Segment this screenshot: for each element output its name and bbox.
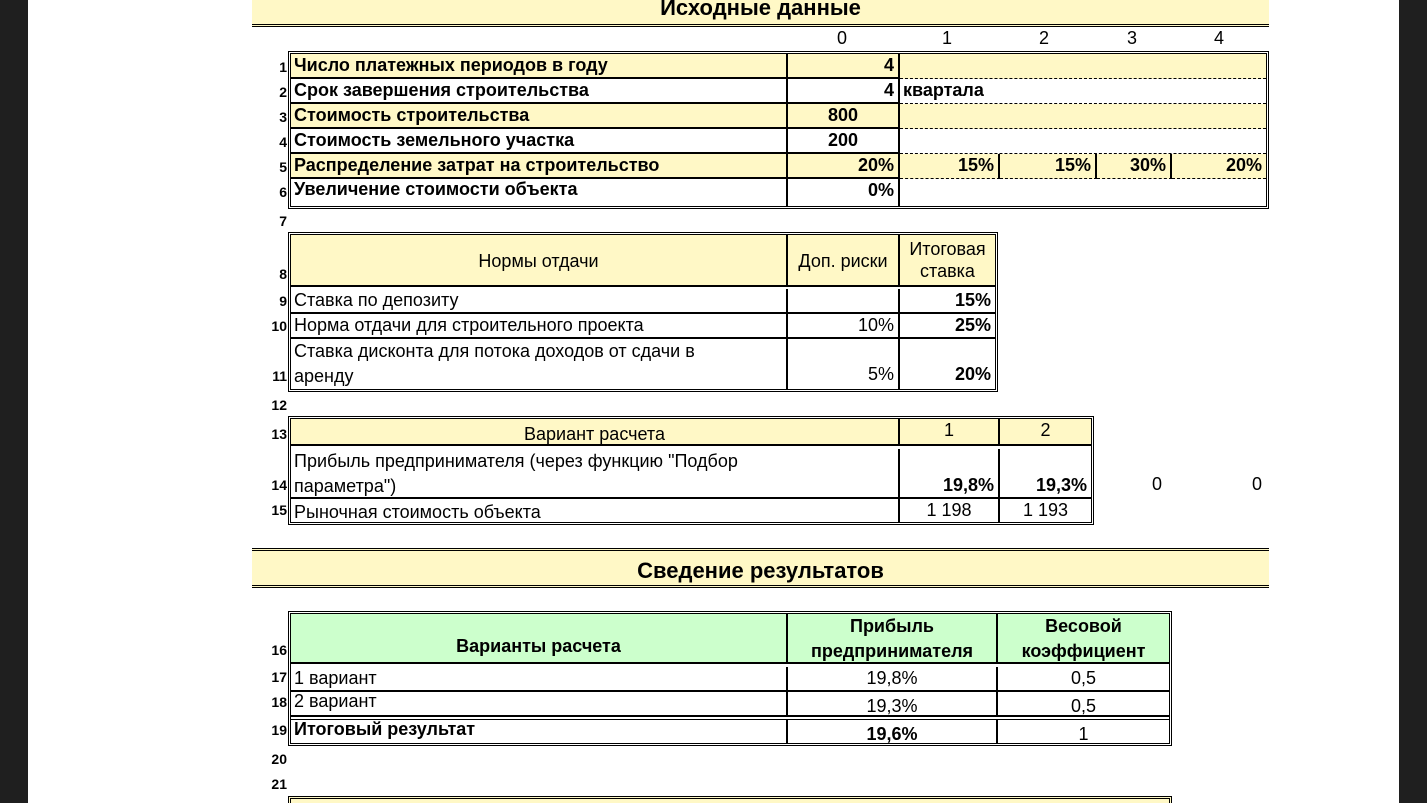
row-number: 21 (271, 776, 287, 792)
result-total-label[interactable]: Итоговый результат (291, 719, 788, 743)
empty-cell[interactable] (900, 54, 1266, 79)
rate-total[interactable]: 20% (954, 364, 991, 384)
row-label[interactable]: Увеличение стоимости объекта (291, 179, 788, 206)
variant-label[interactable] (291, 449, 900, 499)
header-line: Весовой (1045, 616, 1122, 636)
rate-label[interactable]: Норма отдачи для строительного проекта (291, 314, 788, 339)
row-number: 11 (272, 368, 287, 384)
results-header-label[interactable]: Варианты расчета (291, 614, 788, 664)
header-line: коэффициент (1021, 641, 1146, 661)
row-number: 14 (271, 477, 287, 493)
row-number: 4 (279, 134, 287, 150)
row-label[interactable]: Число платежных периодов в году (291, 54, 788, 79)
variants-header-label[interactable]: Вариант расчета (291, 419, 900, 446)
results-header-profit[interactable] (788, 614, 998, 664)
results-header-weight[interactable] (998, 614, 1169, 664)
row-value[interactable]: 4 (788, 79, 900, 104)
rate-total[interactable]: 25% (900, 314, 995, 339)
label-line: параметра") (294, 476, 397, 496)
row-note[interactable]: квартала (900, 79, 1266, 104)
row-number: 8 (279, 266, 287, 282)
row-number: 15 (271, 502, 287, 518)
row-label[interactable]: Стоимость строительства (291, 104, 788, 129)
result-profit[interactable]: 19,8% (788, 667, 998, 692)
row-number: 6 (279, 184, 287, 200)
row-number: 18 (271, 694, 287, 710)
result-profit[interactable]: 19,3% (788, 692, 998, 717)
header-line: Прибыль (850, 616, 934, 636)
result-total-profit[interactable]: 19,6% (788, 719, 998, 743)
row-value[interactable]: 15% (1000, 154, 1097, 179)
results-table (288, 611, 1172, 746)
rate-risk[interactable]: 10% (788, 314, 900, 339)
row-number: 10 (271, 318, 287, 334)
rates-header-risk[interactable]: Доп. риски (788, 235, 900, 287)
variants-header-1[interactable]: 1 (900, 419, 1000, 446)
row-value[interactable]: 20% (788, 154, 900, 179)
row-label[interactable]: Распределение затрат на строительство (291, 154, 788, 179)
row-number: 20 (271, 751, 287, 767)
row-number: 19 (271, 722, 287, 738)
row-number: 1 (279, 59, 287, 75)
row-number: 9 (279, 293, 287, 309)
row-number: 3 (279, 109, 287, 125)
result-total-weight[interactable]: 1 (998, 719, 1169, 743)
variants-header-2[interactable]: 2 (1000, 419, 1091, 446)
rate-risk[interactable] (788, 289, 900, 314)
column-number: 2 (1038, 28, 1049, 48)
variants-table (288, 416, 1094, 525)
variant-market-value-2[interactable]: 1 193 (1022, 500, 1069, 520)
row-label[interactable]: Срок завершения строительства (291, 79, 788, 104)
result-label[interactable]: 2 вариант (291, 692, 788, 717)
column-number: 0 (836, 28, 847, 48)
row-number: 12 (271, 397, 287, 413)
section-title-results: Сведение результатов (252, 548, 1269, 588)
rate-risk[interactable]: 5% (788, 339, 900, 389)
empty-cell[interactable] (900, 179, 1266, 206)
row-number: 2 (279, 84, 287, 100)
empty-cell[interactable] (900, 104, 1266, 129)
spreadsheet-page (28, 0, 1399, 803)
row-number: 17 (271, 669, 287, 685)
row-label[interactable]: Стоимость земельного участка (291, 129, 788, 154)
variant-profit-1[interactable]: 19,8% (900, 449, 1000, 499)
header-line: предпринимателя (810, 641, 974, 661)
rate-label[interactable]: Ставка по депозиту (291, 289, 788, 314)
row-value[interactable]: 0% (788, 179, 900, 206)
label-line: аренду (294, 366, 354, 386)
result-weight[interactable]: 0,5 (998, 667, 1169, 692)
row-value[interactable]: 4 (788, 54, 900, 79)
result-weight[interactable]: 0,5 (998, 692, 1169, 717)
header-line: Итоговая (909, 239, 986, 259)
header-line: ставка (920, 261, 975, 281)
result-label[interactable]: 1 вариант (291, 667, 788, 692)
variant-market-value-1[interactable]: 1 198 (900, 499, 1000, 522)
row-number: 16 (271, 642, 287, 658)
section-title-source-data: Исходные данные (252, 0, 1269, 27)
variant-profit-2[interactable]: 19,3% (1000, 449, 1091, 499)
source-data-table (288, 51, 1269, 209)
row-value[interactable]: 800 (788, 104, 900, 129)
row-number: 5 (279, 159, 287, 175)
row-number: 13 (271, 426, 287, 442)
row-value[interactable]: 15% (900, 154, 1000, 179)
next-table-partial (288, 796, 1172, 803)
row-number: 7 (279, 213, 287, 229)
row-value[interactable]: 200 (788, 129, 900, 154)
empty-cell[interactable] (900, 129, 1266, 154)
label-line: Прибыль предпринимателя (через функцию "Подбор (294, 451, 738, 471)
rate-total[interactable]: 15% (900, 289, 995, 314)
extra-value[interactable]: 0 (1252, 474, 1263, 494)
column-number: 4 (1213, 28, 1224, 48)
label-line: Ставка дисконта для потока доходов от сдачи в (294, 341, 695, 361)
extra-value[interactable]: 0 (1152, 474, 1163, 494)
column-number: 3 (1126, 28, 1137, 48)
rate-label[interactable] (291, 339, 788, 389)
column-number: 1 (941, 28, 952, 48)
variant-label[interactable]: Рыночная стоимость объекта (291, 499, 900, 522)
rates-header-total[interactable] (900, 235, 995, 287)
rates-table (288, 232, 998, 392)
row-value[interactable]: 20% (1172, 154, 1266, 179)
row-value[interactable]: 30% (1097, 154, 1172, 179)
rates-header-label[interactable]: Нормы отдачи (291, 235, 788, 287)
